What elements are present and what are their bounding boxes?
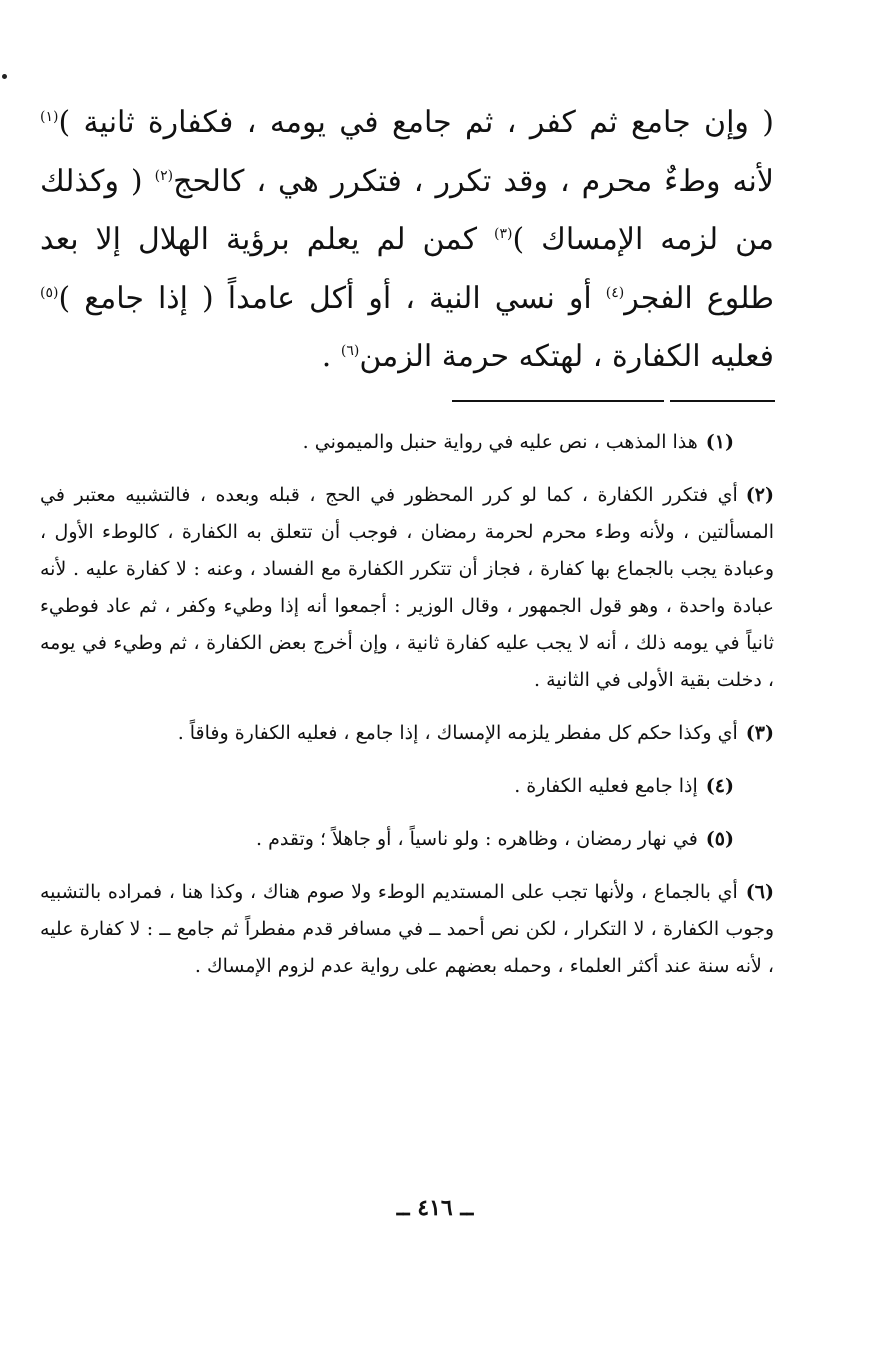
footnote — [40, 874, 774, 985]
footnote — [40, 477, 774, 699]
footnote-text: هذا المذهب ، نص عليه في رواية حنبل والميموني . — [302, 431, 698, 453]
footnote-number: (٣) — [745, 722, 774, 744]
main-text-segment: ( وإن جامع ثم كفر ، ثم جامع في يومه ، فكفارة ثانية ) — [58, 105, 774, 140]
footnote-number: (٢) — [745, 484, 774, 506]
footnote-marker: (٥) — [40, 284, 59, 301]
footnote-number: (١) — [705, 431, 734, 453]
footnote-text: أي بالجماع ، ولأنها تجب على المستديم الوطء ولا صوم هناك ، وكذا هنا ، فمراده بالتشبيه وجوب الكفارة ، لا التكرار ، لكن نص أحمد ــ في مسافر قدم مفطراً ثم جامع ــ : لا كفارة عليه ، لأنه سنة عند أكثر العلماء ، وحمله بعضهم على رواية عدم لزوم الإمساك . — [40, 881, 774, 977]
separator-line — [452, 400, 664, 402]
footnote-text: أي فتكرر الكفارة ، كما لو كرر المحظور في الحج ، قبله وبعده ، فالتشبيه معتبر في المسألتين ، ولأنه وطء محرم لحرمة رمضان ، فوجب أن تتعلق به الكفارة ، كالوطء الأول ، وعبادة يجب بالجماع بها كفارة ، فجاز أن تتكرر الكفارة مع الفساد ، وعنه : لا كفارة عليه . لأنه عبادة واحدة ، وهو قول الجمهور ، وقال الوزير : أجمعوا أنه إذا وطيء وكفر ، ثم عاد فوطيء ثانياً في يومه ذلك ، أنه لا يجب عليه كفارة ثانية ، وإن أخرج بعض الكفارة ، ثم وطيء في يومه ، دخلت بقية الأولى في الثانية . — [40, 484, 774, 691]
footnote-text: إذا جامع فعليه الكفارة . — [514, 775, 698, 797]
footnote — [40, 424, 774, 461]
footnote — [40, 821, 774, 858]
footnote-number: (٦) — [745, 881, 774, 903]
margin-dot — [2, 74, 7, 79]
footnote-text: أي وكذا حكم كل مفطر يلزمه الإمساك ، إذا جامع ، فعليه الكفارة وفاقاً . — [177, 722, 738, 744]
footnote — [40, 768, 774, 805]
main-text-block — [40, 94, 774, 387]
footnote-marker: (٣) — [493, 226, 513, 242]
page-number: ــ ٤١٦ ــ — [396, 1195, 474, 1221]
main-text-segment: . — [321, 339, 341, 374]
footnote-separator — [452, 400, 775, 404]
footnote-marker: (٤) — [605, 284, 625, 301]
footnotes-block — [40, 424, 774, 1001]
footnote-number: (٤) — [705, 775, 734, 797]
footnote-marker: (٢) — [154, 167, 174, 184]
main-text-segment: فعليه الكفارة ، لهتكه حرمة الزمن — [359, 339, 774, 374]
footnote — [40, 715, 774, 752]
footnote-number: (٥) — [705, 828, 734, 850]
footnote-marker: (٦) — [340, 343, 360, 359]
main-text-segment: أو نسي النية ، أو أكل عامداً ( إذا جامع ) — [58, 280, 606, 316]
footnote-marker: (١) — [40, 109, 59, 125]
main-text-segment: كمن لم يعلم برؤية الهلال إلا بعد طلوع الفجر — [40, 222, 775, 316]
main-text-segment: لأنه وطءٌ محرم ، وقد تكرر ، فتكرر هي ، كالحج — [173, 163, 774, 199]
footnote-text: في نهار رمضان ، وظاهره : ولو ناسياً ، أو جاهلاً ؛ وتقدم . — [256, 828, 698, 850]
separator-line — [670, 400, 775, 402]
main-paragraph — [40, 94, 774, 387]
main-text-segment: ( وكذلك من لزمه الإمساك ) — [40, 163, 774, 257]
